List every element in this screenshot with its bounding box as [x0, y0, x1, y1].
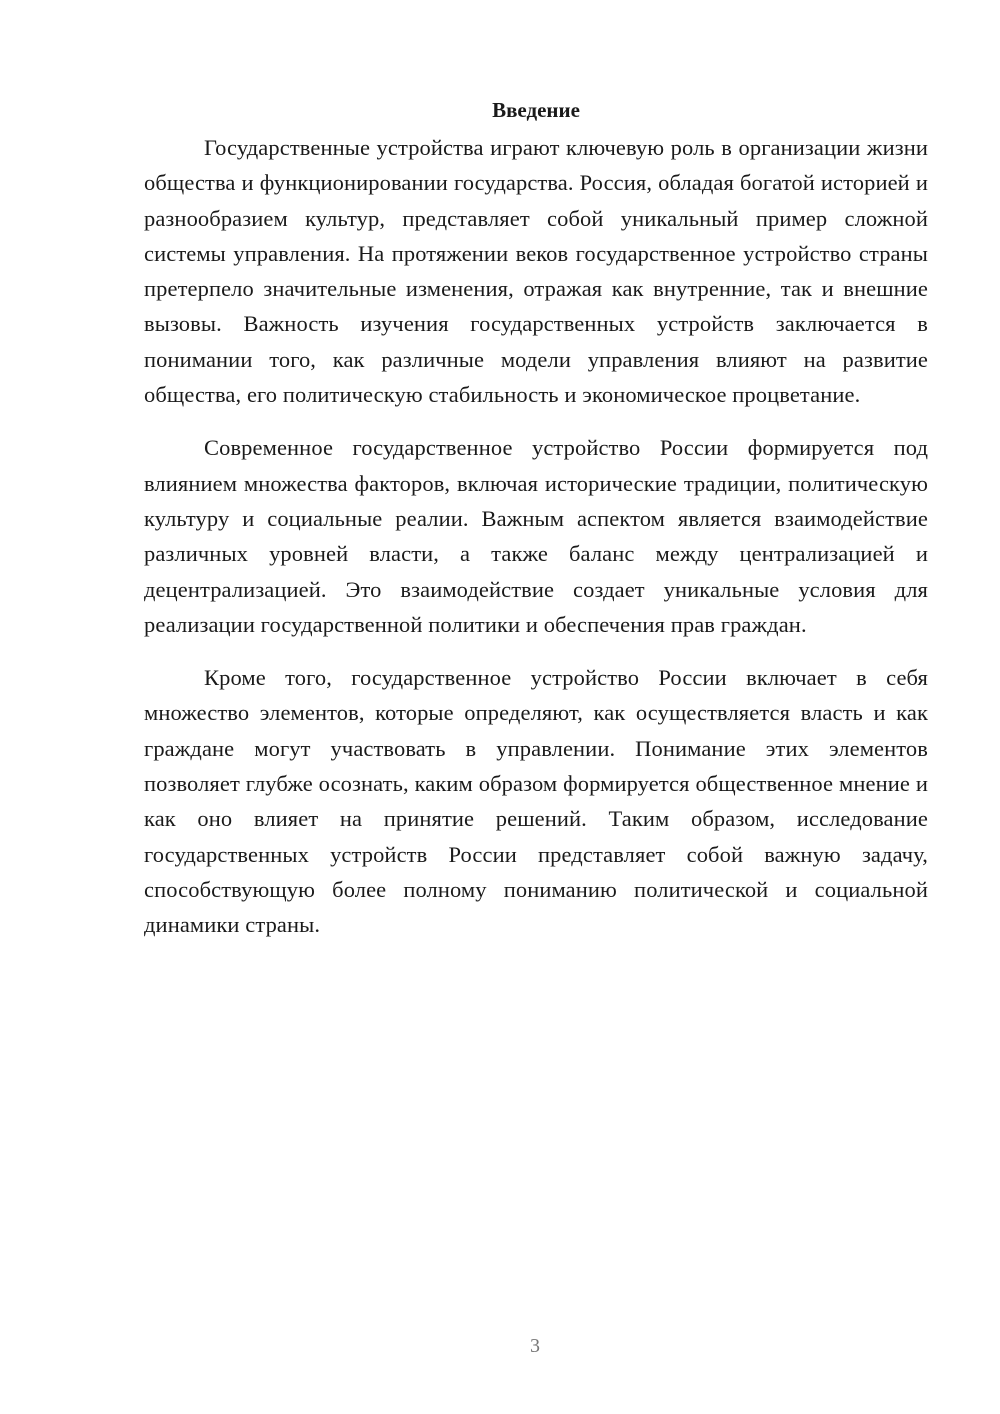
page-number: 3: [530, 1335, 540, 1357]
page-content: [144, 90, 928, 961]
paragraph-1: Государственные устройства играют ключевую роль в организации жизни общества и функционировании государства. Россия, обладая богатой историей и разнообразием культур, представляет собой уникальный пример сложной системы управления. На протяжении веков государственное устройство страны претерпело значительные изменения, отражая как внутренние, так и внешние вызовы. Важность изучения государственных устройств заключается в понимании того, как различные модели управления влияют на развитие общества, его политическую стабильность и экономическое процветание.: [144, 135, 928, 408]
section-heading: Введение: [492, 98, 580, 122]
paragraph-2: Современное государственное устройство России формируется под влиянием множества факторов, включая исторические традиции, политическую культуру и социальные реалии. Важным аспектом является взаимодействие различных уровней власти, а также баланс между централизацией и децентрализацией. Это взаимодействие создает уникальные условия для реализации государственной политики и обеспечения прав граждан.: [144, 435, 928, 637]
paragraph-3: Кроме того, государственное устройство России включает в себя множество элементов, которые определяют, как осуществляется власть и как граждане могут участвовать в управлении. Понимание этих элементов позволяет глубже осознать, каким образом формируется общественное мнение и как оно влияет на принятие решений. Таким образом, исследование государственных устройств России представляет собой важную задачу, способствующую более полному пониманию политической и социальной динамики страны.: [144, 665, 928, 938]
